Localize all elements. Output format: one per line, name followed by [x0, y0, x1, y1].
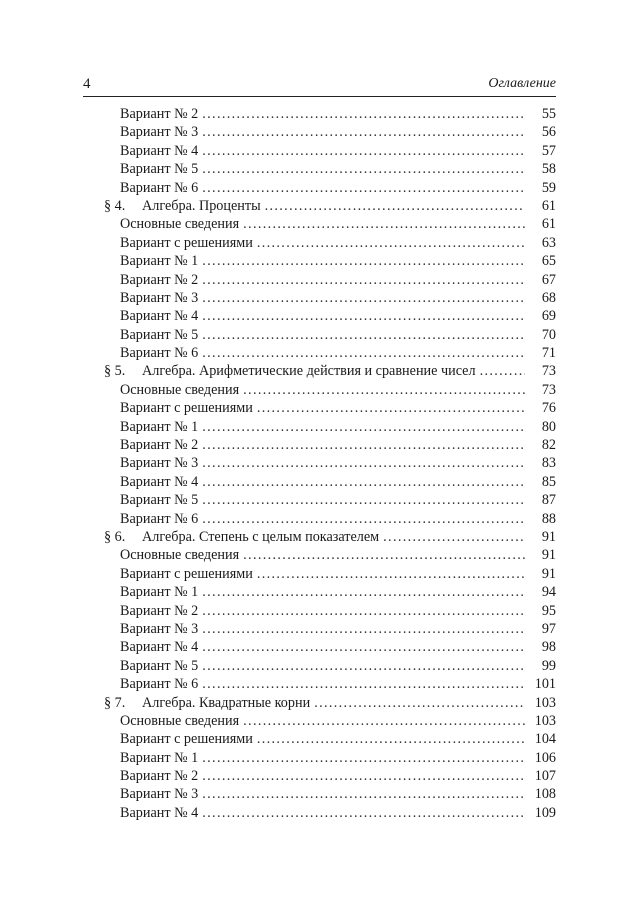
dot-leader	[202, 510, 525, 528]
toc-page-number: 107	[534, 768, 556, 785]
toc-entry-row[interactable]	[104, 638, 556, 656]
section-number: § 6.	[104, 528, 126, 545]
toc-entry-title: Вариант № 5	[120, 492, 199, 509]
toc-entry-row[interactable]	[104, 583, 556, 601]
toc-page-number: 70	[541, 326, 556, 343]
dot-leader	[202, 418, 525, 436]
toc-page-number: 71	[541, 345, 556, 362]
toc-entry-title: Вариант № 3	[120, 124, 199, 141]
toc-entry-title: Вариант № 1	[120, 584, 199, 601]
dot-leader	[243, 712, 525, 730]
toc-entry-title: Вариант № 2	[120, 106, 199, 122]
toc-page-number: 103	[534, 694, 556, 711]
toc-entry-row[interactable]	[104, 565, 556, 583]
toc-page-number: 57	[541, 142, 556, 159]
toc-page-number: 63	[541, 234, 556, 251]
toc-entry-row[interactable]	[104, 473, 556, 491]
toc-page-number: 109	[534, 804, 556, 821]
dot-leader	[202, 252, 525, 270]
toc-entry-row[interactable]	[104, 307, 556, 325]
toc-page-number: 61	[541, 197, 556, 214]
dot-leader	[383, 528, 525, 546]
toc-page-number: 88	[541, 510, 556, 527]
toc-entry-row[interactable]	[104, 749, 556, 767]
toc-page-number: 101	[534, 676, 556, 693]
dot-leader	[202, 785, 525, 803]
toc-entry-row[interactable]	[104, 289, 556, 307]
dot-leader	[202, 326, 525, 344]
toc-page-number: 94	[541, 584, 556, 601]
dot-leader	[202, 454, 525, 472]
toc-page-number: 55	[541, 106, 556, 122]
toc-page-number: 73	[541, 381, 556, 398]
dot-leader	[202, 749, 525, 767]
toc-page-number: 98	[541, 639, 556, 656]
dot-leader	[243, 546, 525, 564]
toc-entry-row[interactable]	[104, 271, 556, 289]
toc-entry-row[interactable]	[104, 344, 556, 362]
dot-leader	[202, 491, 525, 509]
toc-page-number: 56	[541, 124, 556, 141]
toc-section-row[interactable]	[104, 362, 556, 380]
toc-page-number: 108	[534, 786, 556, 803]
toc-section-row[interactable]	[104, 528, 556, 546]
dot-leader	[257, 234, 525, 252]
toc-page-number: 91	[541, 528, 556, 545]
dot-leader	[202, 307, 525, 325]
toc-page-number: 61	[541, 216, 556, 233]
toc-entry-row[interactable]	[104, 252, 556, 270]
toc-page-number: 87	[541, 492, 556, 509]
toc-page-number: 58	[541, 161, 556, 178]
toc-entry-title: Вариант № 4	[120, 142, 199, 159]
toc-entry-title: Вариант № 3	[120, 455, 199, 472]
toc-page-number: 68	[541, 289, 556, 306]
toc-page-number: 95	[541, 602, 556, 619]
toc-entry-title: Алгебра. Проценты	[142, 197, 261, 214]
toc-entry-row[interactable]	[104, 399, 556, 417]
toc-entry-row[interactable]	[104, 381, 556, 399]
toc-section-row[interactable]	[104, 694, 556, 712]
toc-entry-title: Вариант № 4	[120, 804, 199, 821]
toc-page-number: 104	[534, 731, 556, 748]
toc-entry-row[interactable]	[104, 326, 556, 344]
dot-leader	[202, 344, 525, 362]
toc-entry-row[interactable]	[104, 510, 556, 528]
toc-entry-title: Вариант № 3	[120, 289, 199, 306]
toc-entry-title: Вариант с решениями	[120, 234, 253, 251]
toc-entry-row[interactable]	[104, 546, 556, 564]
dot-leader	[202, 473, 525, 491]
toc-entry-row[interactable]	[104, 215, 556, 233]
dot-leader	[202, 602, 525, 620]
page-header	[83, 74, 556, 97]
toc-entry-title: Основные сведения	[120, 216, 240, 233]
toc-entry-row[interactable]	[104, 234, 556, 252]
toc-entry-title: Алгебра. Степень с целым показателем	[142, 528, 380, 545]
toc-entry-title: Вариант № 2	[120, 271, 199, 288]
toc-entry-title: Вариант № 4	[120, 639, 199, 656]
toc-entry-title: Алгебра. Квадратные корни	[142, 694, 311, 711]
dot-leader	[202, 657, 525, 675]
toc-entry-row[interactable]	[104, 785, 556, 803]
page-number: 4	[83, 76, 91, 92]
running-title: Оглавление	[488, 76, 556, 91]
toc-entry-title: Вариант № 2	[120, 437, 199, 454]
toc-page-number: 76	[541, 400, 556, 417]
toc-page-number: 99	[541, 657, 556, 674]
toc-entry-row[interactable]	[104, 123, 556, 141]
toc-entry-title: Вариант № 6	[120, 676, 199, 693]
toc-entry-title: Вариант № 2	[120, 602, 199, 619]
dot-leader	[202, 142, 525, 160]
toc-page-number: 103	[534, 712, 556, 729]
toc-page-number: 82	[541, 437, 556, 454]
toc-entry-row[interactable]	[104, 730, 556, 748]
dot-leader	[202, 179, 525, 197]
dot-leader	[202, 804, 525, 822]
toc-entry-title: Вариант № 3	[120, 786, 199, 803]
dot-leader	[314, 694, 525, 712]
toc-page-number: 59	[541, 179, 556, 196]
toc-entry-row[interactable]	[104, 491, 556, 509]
section-number: § 7.	[104, 694, 126, 711]
toc-entry-row[interactable]	[104, 602, 556, 620]
toc-page-number: 91	[541, 547, 556, 564]
toc-entry-title: Вариант с решениями	[120, 565, 253, 582]
dot-leader	[257, 399, 525, 417]
dot-leader	[243, 215, 525, 233]
toc-entry-row[interactable]	[104, 454, 556, 472]
dot-leader	[243, 381, 525, 399]
dot-leader	[202, 271, 525, 289]
toc-entry-title: Вариант № 3	[120, 620, 199, 637]
toc-entry-row[interactable]	[104, 657, 556, 675]
dot-leader	[202, 123, 525, 141]
toc-entry-title: Вариант № 5	[120, 161, 199, 178]
dot-leader	[202, 289, 525, 307]
toc-entry-row[interactable]	[104, 105, 556, 123]
dot-leader	[202, 620, 525, 638]
dot-leader	[202, 436, 525, 454]
toc-entry-row[interactable]	[104, 179, 556, 197]
toc-entry-title: Вариант № 5	[120, 657, 199, 674]
toc-entry-title: Алгебра. Арифметические действия и сравнение чисел	[142, 363, 476, 380]
toc-entry-title: Вариант № 2	[120, 768, 199, 785]
toc-entry-row[interactable]	[104, 804, 556, 822]
toc-page-number: 97	[541, 620, 556, 637]
toc-entry-title: Вариант № 1	[120, 749, 199, 766]
toc-entry-title: Вариант с решениями	[120, 400, 253, 417]
toc-entry-title: Вариант № 4	[120, 308, 199, 325]
toc-page-number: 69	[541, 308, 556, 325]
dot-leader	[202, 583, 525, 601]
toc-page-number: 67	[541, 271, 556, 288]
toc-page-number: 80	[541, 418, 556, 435]
toc-page-number: 83	[541, 455, 556, 472]
toc-entry-title: Вариант № 4	[120, 473, 199, 490]
toc-entry-row[interactable]	[104, 675, 556, 693]
toc-entry-row[interactable]	[104, 418, 556, 436]
dot-leader	[202, 160, 525, 178]
table-of-contents	[104, 105, 556, 822]
dot-leader	[265, 197, 525, 215]
toc-entry-row[interactable]	[104, 142, 556, 160]
dot-leader	[202, 105, 525, 123]
dot-leader	[202, 767, 525, 785]
toc-page-number: 85	[541, 473, 556, 490]
toc-entry-row[interactable]	[104, 436, 556, 454]
toc-page-number: 91	[541, 565, 556, 582]
toc-entry-row[interactable]	[104, 160, 556, 178]
toc-entry-row[interactable]	[104, 712, 556, 730]
toc-page-number: 65	[541, 253, 556, 270]
dot-leader	[480, 362, 525, 380]
dot-leader	[257, 730, 525, 748]
toc-entry-title: Вариант № 5	[120, 326, 199, 343]
dot-leader	[202, 638, 525, 656]
toc-entry-title: Основные сведения	[120, 547, 240, 564]
toc-section-row[interactable]	[104, 197, 556, 215]
section-number: § 5.	[104, 363, 126, 380]
dot-leader	[257, 565, 525, 583]
dot-leader	[202, 675, 525, 693]
toc-page-number: 106	[534, 749, 556, 766]
toc-entry-title: Вариант № 1	[120, 253, 199, 270]
toc-entry-title: Вариант № 1	[120, 418, 199, 435]
toc-entry-title: Вариант № 6	[120, 510, 199, 527]
toc-entry-row[interactable]	[104, 620, 556, 638]
section-number: § 4.	[104, 197, 126, 214]
toc-entry-title: Основные сведения	[120, 712, 240, 729]
toc-entry-row[interactable]	[104, 767, 556, 785]
toc-page-number: 73	[541, 363, 556, 380]
toc-entry-title: Основные сведения	[120, 381, 240, 398]
toc-entry-title: Вариант № 6	[120, 179, 199, 196]
toc-entry-title: Вариант с решениями	[120, 731, 253, 748]
toc-entry-title: Вариант № 6	[120, 345, 199, 362]
